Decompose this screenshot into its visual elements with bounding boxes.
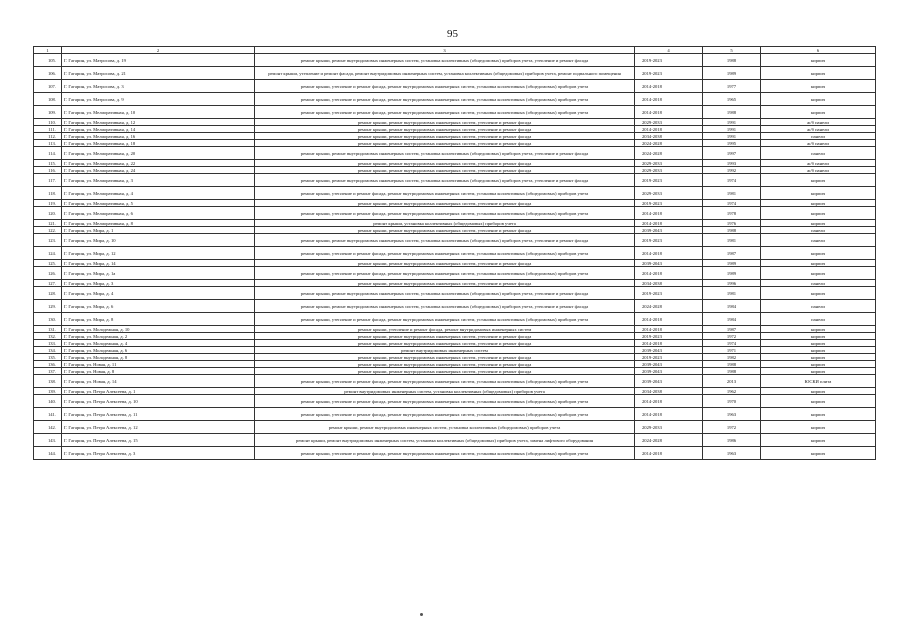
address-cell: Г. Гагарин, ул. Мелиоративная, д. 12 <box>62 119 255 126</box>
works-cell: ремонт крыши, ремонт внутридомовых инженерных систем, утепление и ремонт фасада <box>255 354 635 361</box>
row-number: 138. <box>34 375 62 388</box>
row-number: 128. <box>34 287 62 300</box>
period-cell: 2024-2028 <box>635 300 703 313</box>
address-cell: Г. Гагарин, ул. Мира, д. 6 <box>62 300 255 313</box>
address-cell: Г. Гагарин, ул. Молодежная, д. 4 <box>62 340 255 347</box>
scan-dot <box>420 613 423 616</box>
wall-material-cell: кирпич <box>761 326 876 333</box>
build-year-cell: 1993 <box>703 160 761 167</box>
row-number: 114. <box>34 147 62 160</box>
build-year-cell: 1963 <box>703 408 761 421</box>
wall-material-cell: кирпич <box>761 408 876 421</box>
wall-material-cell: панели <box>761 300 876 313</box>
wall-material-cell: ж/б панели <box>761 140 876 147</box>
build-year-cell: 1987 <box>703 247 761 260</box>
wall-material-cell: кирпич <box>761 220 876 227</box>
works-cell: ремонт крыши, ремонт внутридомовых инженерных систем, утепление и ремонт фасада <box>255 160 635 167</box>
table-row <box>34 234 876 247</box>
address-cell: Г. Гагарин, ул. Мира, д. 10 <box>62 234 255 247</box>
row-number: 118. <box>34 187 62 200</box>
build-year-cell: 1982 <box>703 354 761 361</box>
works-cell: ремонт крыши, утепление и ремонт фасада, ремонт внутридомовых инженерных систем, установка коллективных (общедомовых) приборов учета <box>255 247 635 260</box>
address-cell: Г. Гагарин, ул. Мира, д. 14 <box>62 260 255 267</box>
wall-material-cell: панели <box>761 147 876 160</box>
table-row <box>34 421 876 434</box>
table-row <box>34 167 876 174</box>
period-cell: 2019-2023 <box>635 287 703 300</box>
build-year-cell: 1978 <box>703 207 761 220</box>
wall-material-cell: панели <box>761 227 876 234</box>
row-number: 122. <box>34 227 62 234</box>
period-cell: 2014-2018 <box>635 326 703 333</box>
table-row <box>34 126 876 133</box>
wall-material-cell: панели <box>761 234 876 247</box>
address-cell: Г. Гагарин, ул. Матросова, д. 9 <box>62 93 255 106</box>
build-year-cell: 1989 <box>703 260 761 267</box>
address-cell: Г. Гагарин, ул. Петра Алексеева, д. 1 <box>62 388 255 395</box>
period-cell: 2039-2043 <box>635 368 703 375</box>
wall-material-cell: ЮСКИ плита <box>761 375 876 388</box>
row-number: 131. <box>34 326 62 333</box>
address-cell: Г. Гагарин, ул. Матросова, д. 3 <box>62 80 255 93</box>
column-header: 5 <box>703 47 761 54</box>
period-cell: 2024-2028 <box>635 147 703 160</box>
row-number: 106. <box>34 67 62 80</box>
works-cell: ремонт крыши, утепление и ремонт фасада, ремонт внутридомовых инженерных систем, установка коллективных (общедомовых) приборов учета <box>255 313 635 326</box>
address-cell: Г. Гагарин, ул. Мелиоративная, д. 3 <box>62 174 255 187</box>
table-row <box>34 313 876 326</box>
build-year-cell: 1972 <box>703 333 761 340</box>
row-number: 140. <box>34 395 62 408</box>
period-cell: 2014-2018 <box>635 267 703 280</box>
address-cell: Г. Гагарин, ул. Мира, д. 3 <box>62 280 255 287</box>
build-year-cell: 1988 <box>703 54 761 67</box>
wall-material-cell: кирпич <box>761 434 876 447</box>
row-number: 127. <box>34 280 62 287</box>
period-cell: 2014-2018 <box>635 207 703 220</box>
row-number: 115. <box>34 160 62 167</box>
build-year-cell: 1984 <box>703 313 761 326</box>
row-number: 121. <box>34 220 62 227</box>
works-cell: ремонт крыши, ремонт внутридомовых инженерных систем, утепление и ремонт фасада <box>255 140 635 147</box>
address-cell: Г. Гагарин, ул. Матросова, д. 21 <box>62 67 255 80</box>
build-year-cell: 1965 <box>703 93 761 106</box>
table-row <box>34 260 876 267</box>
row-number: 143. <box>34 434 62 447</box>
wall-material-cell: кирпич <box>761 200 876 207</box>
row-number: 144. <box>34 447 62 460</box>
row-number: 105. <box>34 54 62 67</box>
table-row <box>34 147 876 160</box>
build-year-cell: 1988 <box>703 106 761 119</box>
period-cell: 2029-2033 <box>635 421 703 434</box>
wall-material-cell: кирпич <box>761 54 876 67</box>
row-number: 123. <box>34 234 62 247</box>
period-cell: 2019-2023 <box>635 54 703 67</box>
wall-material-cell: панели <box>761 133 876 140</box>
table-row <box>34 447 876 460</box>
build-year-cell: 2013 <box>703 375 761 388</box>
wall-material-cell: ж/б панели <box>761 126 876 133</box>
table-row <box>34 267 876 280</box>
wall-material-cell: кирпич <box>761 260 876 267</box>
build-year-cell: 1984 <box>703 300 761 313</box>
column-number-row <box>34 47 876 54</box>
row-number: 117. <box>34 174 62 187</box>
build-year-cell: 1981 <box>703 187 761 200</box>
works-cell: ремонт крыши, утепление и ремонт фасада, ремонт внутридомовых инженерных систем, установка коллективных (общедомовых) приборов учета <box>255 375 635 388</box>
period-cell: 2014-2018 <box>635 447 703 460</box>
row-number: 119. <box>34 200 62 207</box>
table-row <box>34 361 876 368</box>
period-cell: 2019-2023 <box>635 234 703 247</box>
wall-material-cell: панели <box>761 313 876 326</box>
wall-material-cell: кирпич <box>761 333 876 340</box>
table-row <box>34 200 876 207</box>
address-cell: Г. Гагарин, ул. Молодежная, д. 2 <box>62 333 255 340</box>
works-cell: ремонт крыши, ремонт внутридомовых инженерных систем, утепление и ремонт фасада <box>255 167 635 174</box>
works-cell: ремонт крыши, утепление и ремонт фасада, ремонт внутридомовых инженерных систем, установка коллективных (общедомовых) приборов учета <box>255 447 635 460</box>
row-number: 133. <box>34 340 62 347</box>
works-cell: ремонт крыши, утепление и ремонт фасада, ремонт внутридомовых инженерных систем <box>255 326 635 333</box>
wall-material-cell: кирпич <box>761 361 876 368</box>
repair-register-table <box>33 46 876 460</box>
page-number: 95 <box>447 28 458 40</box>
wall-material-cell: кирпич <box>761 80 876 93</box>
address-cell: Г. Гагарин, ул. Молодежная, д. 8 <box>62 354 255 361</box>
address-cell: Г. Гагарин, ул. Мира, д. 8 <box>62 313 255 326</box>
build-year-cell: 1988 <box>703 361 761 368</box>
column-header: 2 <box>62 47 255 54</box>
address-cell: Г. Гагарин, ул. Мелиоративная, д. 14 <box>62 126 255 133</box>
address-cell: Г. Гагарин, ул. Матросова, д. 19 <box>62 54 255 67</box>
build-year-cell: 1974 <box>703 340 761 347</box>
wall-material-cell: кирпич <box>761 395 876 408</box>
wall-material-cell: кирпич <box>761 187 876 200</box>
wall-material-cell: кирпич <box>761 207 876 220</box>
table-row <box>34 395 876 408</box>
row-number: 137. <box>34 368 62 375</box>
table-row <box>34 67 876 80</box>
table-row <box>34 80 876 93</box>
period-cell: 2034-2038 <box>635 280 703 287</box>
works-cell: ремонт крыши, ремонт внутридомовых инженерных систем, утепление и ремонт фасада <box>255 200 635 207</box>
table-row <box>34 300 876 313</box>
row-number: 132. <box>34 333 62 340</box>
period-cell: 2039-2043 <box>635 260 703 267</box>
address-cell: Г. Гагарин, ул. Мелиоративная, д. 24 <box>62 167 255 174</box>
table-row <box>34 287 876 300</box>
period-cell: 2014-2018 <box>635 93 703 106</box>
wall-material-cell: кирпич <box>761 174 876 187</box>
address-cell: Г. Гагарин, ул. Мира, д. 1 <box>62 227 255 234</box>
column-header: 4 <box>635 47 703 54</box>
period-cell: 2024-2028 <box>635 140 703 147</box>
build-year-cell: 1987 <box>703 326 761 333</box>
address-cell: Г. Гагарин, ул. Мира, д. 12 <box>62 247 255 260</box>
period-cell: 2039-2043 <box>635 375 703 388</box>
works-cell: ремонт крыши, утепление и ремонт фасада, ремонт внутридомовых инженерных систем, установка коллективных (общедомовых) приборов учета <box>255 267 635 280</box>
period-cell: 2014-2018 <box>635 220 703 227</box>
period-cell: 2029-2033 <box>635 119 703 126</box>
period-cell: 2029-2033 <box>635 167 703 174</box>
build-year-cell: 1986 <box>703 434 761 447</box>
period-cell: 2039-2043 <box>635 361 703 368</box>
works-cell: ремонт крыши, ремонт внутридомовых инженерных систем, установка коллективных (общедомовых) приборов учета, утепление и ремонт фасада <box>255 234 635 247</box>
works-cell: ремонт крыши, утепление и ремонт фасада, ремонт внутридомовых инженерных систем, установка коллективных (общедомовых) приборов учета <box>255 93 635 106</box>
address-cell: Г. Гагарин, ул. Новая, д. 8 <box>62 368 255 375</box>
row-number: 130. <box>34 313 62 326</box>
build-year-cell: 1976 <box>703 220 761 227</box>
build-year-cell: 1970 <box>703 395 761 408</box>
build-year-cell: 1971 <box>703 347 761 354</box>
address-cell: Г. Гагарин, ул. Новая, д. 14 <box>62 375 255 388</box>
column-header: 3 <box>255 47 635 54</box>
build-year-cell: 1981 <box>703 287 761 300</box>
build-year-cell: 1991 <box>703 119 761 126</box>
period-cell: 2024-2028 <box>635 434 703 447</box>
wall-material-cell: кирпич <box>761 287 876 300</box>
row-number: 139. <box>34 388 62 395</box>
period-cell: 2019-2023 <box>635 174 703 187</box>
wall-material-cell: кирпич <box>761 267 876 280</box>
period-cell: 2014-2018 <box>635 80 703 93</box>
address-cell: Г. Гагарин, ул. Петра Алексеева, д. 12 <box>62 421 255 434</box>
table-row <box>34 347 876 354</box>
table-row <box>34 93 876 106</box>
row-number: 107. <box>34 80 62 93</box>
wall-material-cell: кирпич <box>761 340 876 347</box>
period-cell: 2039-2043 <box>635 347 703 354</box>
wall-material-cell: кирпич <box>761 93 876 106</box>
works-cell: ремонт крыши, утепление и ремонт фасада, ремонт внутридомовых инженерных систем, установка коллективных (общедомовых) приборов учета <box>255 207 635 220</box>
works-cell: ремонт крыши, ремонт внутридомовых инженерных систем, установка коллективных (общедомовых) приборов учета, утепление и ремонт фасада <box>255 174 635 187</box>
table-row <box>34 340 876 347</box>
period-cell: 2029-2033 <box>635 160 703 167</box>
works-cell: ремонт крыши, утепление и ремонт фасада, ремонт внутридомовых инженерных систем, установка коллективных (общедомовых) приборов учета <box>255 106 635 119</box>
table-row <box>34 227 876 234</box>
wall-material-cell: кирпич <box>761 368 876 375</box>
wall-material-cell: ж/б панели <box>761 167 876 174</box>
build-year-cell: 1991 <box>703 126 761 133</box>
address-cell: Г. Гагарин, ул. Петра Алексеева, д. 11 <box>62 408 255 421</box>
row-number: 135. <box>34 354 62 361</box>
address-cell: Г. Гагарин, ул. Мелиоративная, д. 22 <box>62 160 255 167</box>
table-row <box>34 434 876 447</box>
wall-material-cell: кирпич <box>761 354 876 361</box>
works-cell: ремонт внутридомовых инженерных систем <box>255 347 635 354</box>
period-cell: 2014-2018 <box>635 247 703 260</box>
works-cell: ремонт крыши, утепление и ремонт фасада, ремонт внутридомовых инженерных систем, установка коллективных (общедомовых) приборов учета <box>255 395 635 408</box>
row-number: 112. <box>34 133 62 140</box>
table-row <box>34 160 876 167</box>
works-cell: ремонт крыши, утепление и ремонт фасада, ремонт внутридомовых инженерных систем, установка коллективных (общедомовых) приборов учета <box>255 408 635 421</box>
period-cell: 2019-2023 <box>635 354 703 361</box>
works-cell: ремонт крыши, ремонт внутридомовых инженерных систем, утепление и ремонт фасада <box>255 119 635 126</box>
address-cell: Г. Гагарин, ул. Петра Алексеева, д. 3 <box>62 447 255 460</box>
address-cell: Г. Гагарин, ул. Мелиоративная, д. 18 <box>62 140 255 147</box>
address-cell: Г. Гагарин, ул. Петра Алексеева, д. 10 <box>62 395 255 408</box>
table-row <box>34 388 876 395</box>
period-cell: 2039-2043 <box>635 227 703 234</box>
table-row <box>34 54 876 67</box>
period-cell: 2029-2033 <box>635 187 703 200</box>
row-number: 108. <box>34 93 62 106</box>
row-number: 141. <box>34 408 62 421</box>
address-cell: Г. Гагарин, ул. Новая, д. 11 <box>62 361 255 368</box>
period-cell: 2019-2023 <box>635 67 703 80</box>
row-number: 110. <box>34 119 62 126</box>
works-cell: ремонт крыши, ремонт внутридомовых инженерных систем, установка коллективных (общедомовых) приборов учета, утепление и ремонт фасада <box>255 54 635 67</box>
wall-material-cell: кирпич <box>761 388 876 395</box>
works-cell: ремонт крыши, ремонт внутридомовых инженерных систем, утепление и ремонт фасада <box>255 280 635 287</box>
table-row <box>34 333 876 340</box>
works-cell: ремонт крыши, утепление и ремонт фасада, ремонт внутридомовых инженерных систем, установка коллективных (общедомовых) приборов учета, ремонт подвального помещения <box>255 67 635 80</box>
wall-material-cell: кирпич <box>761 67 876 80</box>
period-cell: 2019-2023 <box>635 200 703 207</box>
build-year-cell: 1997 <box>703 147 761 160</box>
build-year-cell: 1989 <box>703 67 761 80</box>
table-row <box>34 326 876 333</box>
works-cell: ремонт крыши, ремонт внутридомовых инженерных систем, установка коллективных (общедомовых) приборов учета, утепление и ремонт фасада <box>255 287 635 300</box>
works-cell: ремонт крыши, ремонт внутридомовых инженерных систем, установка коллективных (общедомовых) приборов учета <box>255 421 635 434</box>
table-row <box>34 408 876 421</box>
row-number: 124. <box>34 247 62 260</box>
build-year-cell: 1963 <box>703 447 761 460</box>
row-number: 113. <box>34 140 62 147</box>
table-row <box>34 220 876 227</box>
works-cell: ремонт крыши, ремонт внутридомовых инженерных систем, утепление и ремонт фасада <box>255 361 635 368</box>
address-cell: Г. Гагарин, ул. Мира, д. 1а <box>62 267 255 280</box>
wall-material-cell: панели <box>761 280 876 287</box>
works-cell: ремонт крыши, ремонт внутридомовых инженерных систем, утепление и ремонт фасада <box>255 126 635 133</box>
table-row <box>34 368 876 375</box>
address-cell: Г. Гагарин, ул. Мелиоративная, д. 4 <box>62 187 255 200</box>
table-row <box>34 187 876 200</box>
wall-material-cell: кирпич <box>761 421 876 434</box>
build-year-cell: 1992 <box>703 167 761 174</box>
build-year-cell: 1981 <box>703 234 761 247</box>
address-cell: Г. Гагарин, ул. Мелиоративная, д. 20 <box>62 147 255 160</box>
works-cell: ремонт внутридомовых инженерных систем, установка коллективных (общедомовых) приборов учета <box>255 388 635 395</box>
period-cell: 2014-2018 <box>635 340 703 347</box>
build-year-cell: 1989 <box>703 267 761 280</box>
works-cell: ремонт крыши, утепление и ремонт фасада, ремонт внутридомовых инженерных систем, установка коллективных (общедомовых) приборов учета <box>255 187 635 200</box>
works-cell: ремонт крыши, ремонт внутридомовых инженерных систем, утепление и ремонт фасада <box>255 260 635 267</box>
table-row <box>34 106 876 119</box>
period-cell: 2034-2038 <box>635 388 703 395</box>
build-year-cell: 1977 <box>703 80 761 93</box>
works-cell: ремонт крыши, ремонт внутридомовых инженерных систем, установка коллективных (общедомовых) приборов учета, утепление и ремонт фасада <box>255 300 635 313</box>
row-number: 111. <box>34 126 62 133</box>
build-year-cell: 1991 <box>703 133 761 140</box>
wall-material-cell: ж/б панели <box>761 119 876 126</box>
row-number: 109. <box>34 106 62 119</box>
table-row <box>34 133 876 140</box>
address-cell: Г. Гагарин, ул. Молодежная, д. 10 <box>62 326 255 333</box>
row-number: 126. <box>34 267 62 280</box>
table-row <box>34 354 876 361</box>
address-cell: Г. Гагарин, ул. Мелиоративная, д. 8 <box>62 220 255 227</box>
build-year-cell: 1995 <box>703 140 761 147</box>
period-cell: 2014-2018 <box>635 313 703 326</box>
column-header: 1 <box>34 47 62 54</box>
works-cell: ремонт крыши, ремонт внутридомовых инженерных систем, установка коллективных (общедомовых) приборов учета, замена лифтового оборудования <box>255 434 635 447</box>
period-cell: 2014-2018 <box>635 408 703 421</box>
table-row <box>34 375 876 388</box>
table-row <box>34 207 876 220</box>
address-cell: Г. Гагарин, ул. Молодежная, д. 6 <box>62 347 255 354</box>
build-year-cell: 1974 <box>703 174 761 187</box>
period-cell: 2034-2038 <box>635 133 703 140</box>
build-year-cell: 1996 <box>703 280 761 287</box>
row-number: 136. <box>34 361 62 368</box>
wall-material-cell: кирпич <box>761 106 876 119</box>
row-number: 125. <box>34 260 62 267</box>
address-cell: Г. Гагарин, ул. Мелиоративная, д. 5 <box>62 200 255 207</box>
period-cell: 2014-2018 <box>635 126 703 133</box>
table-row <box>34 174 876 187</box>
build-year-cell: 1988 <box>703 368 761 375</box>
address-cell: Г. Гагарин, ул. Мелиоративная, д. 6 <box>62 207 255 220</box>
wall-material-cell: ж/б панели <box>761 160 876 167</box>
build-year-cell: 1972 <box>703 421 761 434</box>
address-cell: Г. Гагарин, ул. Мелиоративная, д. 10 <box>62 106 255 119</box>
column-header: 6 <box>761 47 876 54</box>
works-cell: ремонт крыши, ремонт внутридомовых инженерных систем, утепление и ремонт фасада <box>255 333 635 340</box>
build-year-cell: 1974 <box>703 200 761 207</box>
row-number: 134. <box>34 347 62 354</box>
row-number: 142. <box>34 421 62 434</box>
wall-material-cell: кирпич <box>761 447 876 460</box>
works-cell: ремонт крыши, ремонт внутридомовых инженерных систем, утепление и ремонт фасада <box>255 340 635 347</box>
period-cell: 2014-2018 <box>635 395 703 408</box>
period-cell: 2014-2018 <box>635 106 703 119</box>
row-number: 129. <box>34 300 62 313</box>
row-number: 120. <box>34 207 62 220</box>
address-cell: Г. Гагарин, ул. Мира, д. 4 <box>62 287 255 300</box>
address-cell: Г. Гагарин, ул. Петра Алексеева, д. 15 <box>62 434 255 447</box>
table-row <box>34 140 876 147</box>
table-row <box>34 280 876 287</box>
row-number: 116. <box>34 167 62 174</box>
works-cell: ремонт крыши, утепление и ремонт фасада, ремонт внутридомовых инженерных систем, установка коллективных (общедомовых) приборов учета <box>255 80 635 93</box>
works-cell: ремонт крыши, ремонт внутридомовых инженерных систем, утепление и ремонт фасада <box>255 368 635 375</box>
table-row <box>34 119 876 126</box>
works-cell: ремонт крыши, установка коллективных (общедомовых) приборов учета <box>255 220 635 227</box>
build-year-cell: 1988 <box>703 227 761 234</box>
works-cell: ремонт крыши, ремонт внутридомовых инженерных систем, утепление и ремонт фасада <box>255 227 635 234</box>
address-cell: Г. Гагарин, ул. Мелиоративная, д. 16 <box>62 133 255 140</box>
wall-material-cell: кирпич <box>761 247 876 260</box>
works-cell: ремонт крыши, ремонт внутридомовых инженерных систем, утепление и ремонт фасада <box>255 133 635 140</box>
period-cell: 2019-2023 <box>635 333 703 340</box>
table-row <box>34 247 876 260</box>
wall-material-cell: кирпич <box>761 347 876 354</box>
works-cell: ремонт крыши, ремонт внутридомовых инженерных систем, установка коллективных (общедомовых) приборов учета, утепление и ремонт фасада <box>255 147 635 160</box>
build-year-cell: 1962 <box>703 388 761 395</box>
